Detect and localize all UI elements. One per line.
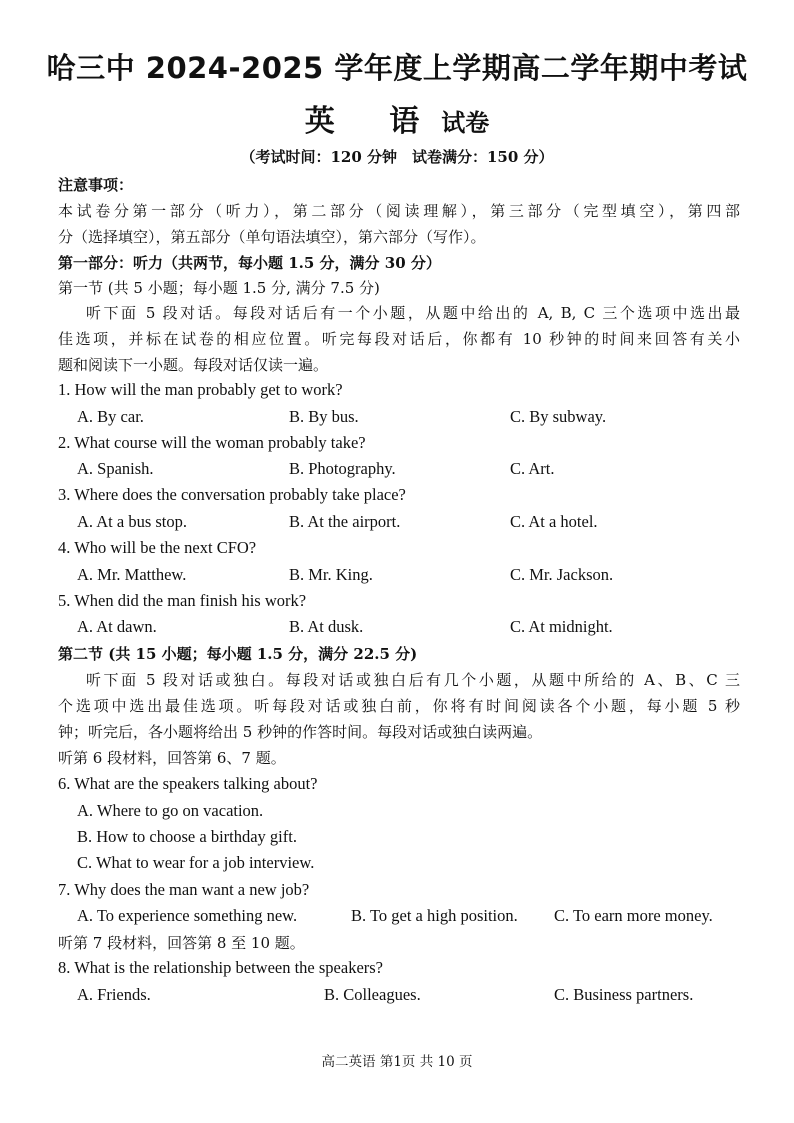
section1-instruction-2: 佳选项，并标在试卷的相应位置。听完每段对话后，你都有 10 秒钟的时间来回答有关小 bbox=[58, 330, 740, 348]
q2-option-a: A. Spanish. bbox=[77, 459, 154, 478]
section2-instruction-3: 钟；听完后，各小题将给出 5 秒钟的作答时间。每段对话或独白读两遍。 bbox=[58, 723, 543, 741]
section2-instruction-1: 听下面 5 段对话或独白。每段对话或独白后有几个小题，从题中所给的 A、B、C 三 bbox=[86, 671, 740, 689]
notes-line-2: 分（选择填空），第五部分（单句语法填空），第六部分（写作）。 bbox=[58, 228, 486, 246]
question-7: 7. Why does the man want a new job? bbox=[58, 880, 310, 899]
q2-option-b: B. Photography. bbox=[289, 459, 396, 478]
q3-option-c: C. At a hotel. bbox=[510, 512, 598, 531]
q8-option-c: C. Business partners. bbox=[554, 985, 694, 1004]
q6-option-c: C. What to wear for a job interview. bbox=[77, 853, 315, 872]
q4-option-a: A. Mr. Matthew. bbox=[77, 565, 187, 584]
q1-option-a: A. By car. bbox=[77, 407, 144, 426]
q7-option-b: B. To get a high position. bbox=[351, 906, 518, 925]
section1-heading: 第一节 (共 5 小题；每小题 1.5 分, 满分 7.5 分) bbox=[58, 279, 380, 297]
q1-option-c: C. By subway. bbox=[510, 407, 607, 426]
section1-instruction-3: 题和阅读下一小题。每段对话仅读一遍。 bbox=[58, 356, 329, 374]
q8-option-b: B. Colleagues. bbox=[324, 985, 421, 1004]
section2-instruction-2: 个选项中选出最佳选项。听每段对话或独白前，你将有时间阅读各个小题，每小题 5 秒 bbox=[58, 697, 740, 715]
q8-option-a: A. Friends. bbox=[77, 985, 151, 1004]
question-5: 5. When did the man finish his work? bbox=[58, 591, 307, 610]
q6-option-a: A. Where to go on vacation. bbox=[77, 801, 264, 820]
q7-option-a: A. To experience something new. bbox=[77, 906, 298, 925]
q3-option-a: A. At a bus stop. bbox=[77, 512, 188, 531]
q1-option-b: B. By bus. bbox=[289, 407, 359, 426]
q5-option-c: C. At midnight. bbox=[510, 617, 613, 636]
notes-line-1: 本试卷分第一部分（听力），第二部分（阅读理解），第三部分（完型填空），第四部 bbox=[58, 202, 740, 220]
question-8: 8. What is the relationship between the speakers? bbox=[58, 958, 384, 977]
material-7-note: 听第 7 段材料，回答第 8 至 10 题。 bbox=[58, 934, 305, 952]
q3-option-b: B. At the airport. bbox=[289, 512, 401, 531]
subject-name: 英 语 bbox=[304, 104, 442, 139]
q5-option-a: A. At dawn. bbox=[77, 617, 157, 636]
question-1: 1. How will the man probably get to work? bbox=[58, 380, 343, 399]
paper-label: 试卷 bbox=[441, 108, 490, 137]
q7-option-c: C. To earn more money. bbox=[554, 906, 713, 925]
exam-info: （考试时间：120 分钟 试卷满分：150 分） bbox=[240, 148, 554, 166]
exam-subtitle bbox=[0, 96, 794, 140]
question-2: 2. What course will the woman probably take? bbox=[58, 433, 366, 452]
page-footer: 高二英语 第1页 共 10 页 bbox=[321, 1054, 473, 1070]
question-6: 6. What are the speakers talking about? bbox=[58, 774, 318, 793]
question-3: 3. Where does the conversation probably take place? bbox=[58, 485, 406, 504]
notes-heading: 注意事项： bbox=[58, 176, 134, 194]
material-6-note: 听第 6 段材料，回答第 6、7 题。 bbox=[58, 749, 286, 767]
question-4: 4. Who will be the next CFO? bbox=[58, 538, 257, 557]
section1-instruction-1: 听下面 5 段对话。每段对话后有一个小题，从题中给出的 A, B, C 三个选项中选出最 bbox=[86, 304, 740, 322]
exam-title: 哈三中 2024-2025 学年度上学期高二学年期中考试 bbox=[46, 51, 748, 85]
q6-option-b: B. How to choose a birthday gift. bbox=[77, 827, 297, 846]
part1-heading: 第一部分：听力（共两节，每小题 1.5 分，满分 30 分） bbox=[58, 254, 441, 272]
q2-option-c: C. Art. bbox=[510, 459, 555, 478]
q4-option-c: C. Mr. Jackson. bbox=[510, 565, 614, 584]
q5-option-b: B. At dusk. bbox=[289, 617, 364, 636]
q4-option-b: B. Mr. King. bbox=[289, 565, 373, 584]
section2-heading: 第二节 (共 15 小题；每小题 1.5 分，满分 22.5 分) bbox=[58, 645, 418, 663]
